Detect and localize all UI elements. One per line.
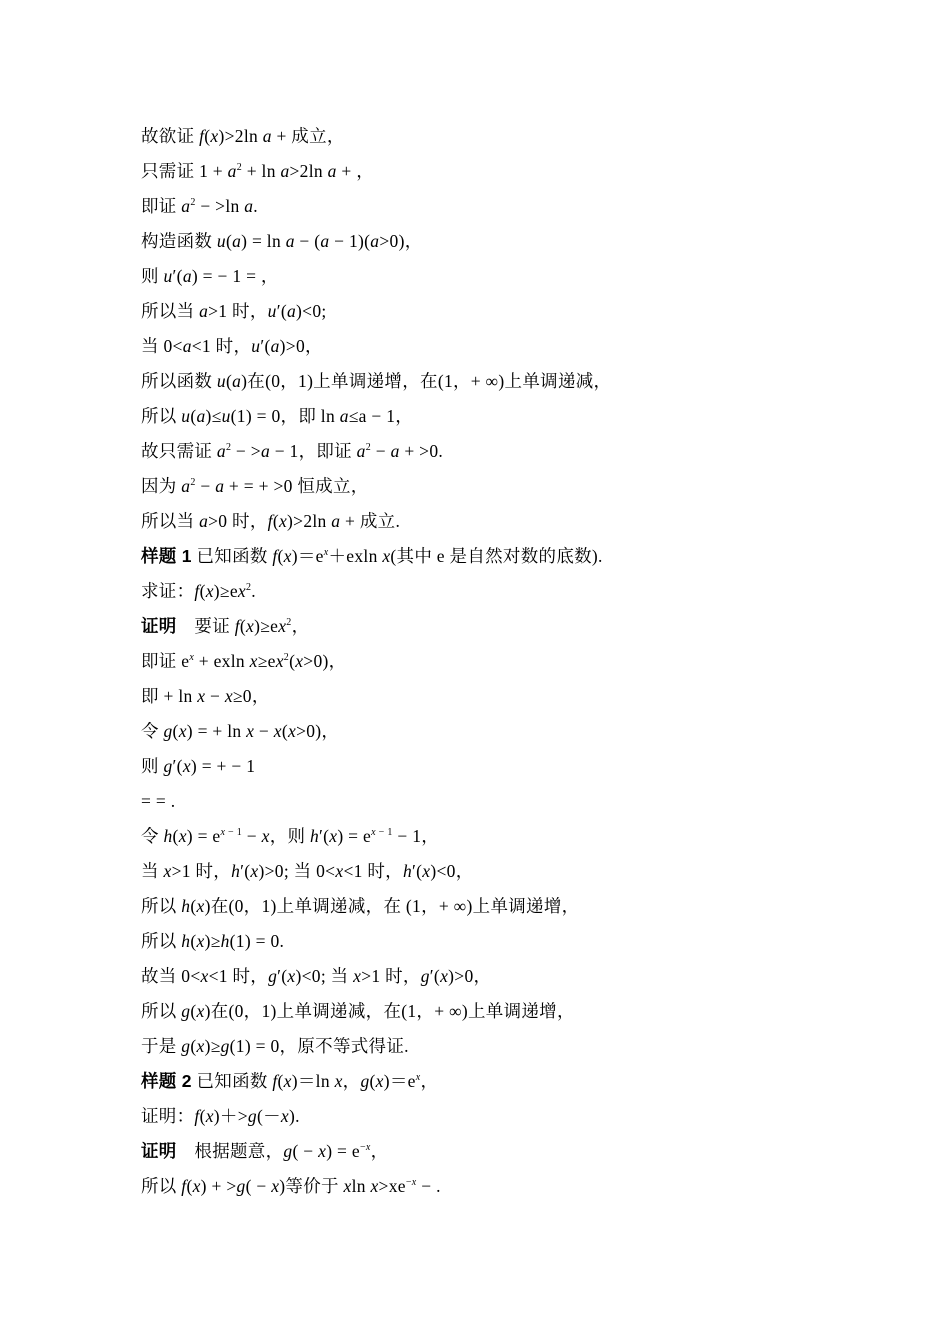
text-line: 当 x>1 时，h′(x)>0; 当 0<x<1 时，h′(x)<0， [141,861,474,881]
text-line: 构造函数 u(a) = ln a − (a − 1)(a>0)， [141,231,423,251]
text-line: 证明 要证 $f(x)\ge ex^2$， [141,616,310,636]
text-line: 当 0<a<1 时，u′(a)>0， [141,336,323,356]
text-line: 样题 2 已知函数 f(x)＝ln x，$g(x)=e^x$， [141,1071,439,1091]
text-line: 只需证 $1 + a^2 + \ln a>2\ln$ a + ， [141,161,375,181]
text-line: 则 u′(a) = − 1 = ， [141,266,279,286]
text-line: 令 $h(x) = e^{x - 1} - x$，则 $h'(x) = e^{x - 1} - 1$， [141,826,440,846]
text-line: 即 + ln x − x≥0， [141,686,270,706]
text-line: 所以函数 u(a)在(0，1)上单调递增，在(1，+ ∞)上单调递减， [141,371,612,391]
text-line: = = . [141,791,176,811]
text-line: 则 g′(x) = + − 1 [141,756,256,776]
text-line: 故欲证 f(x)>2ln a + 成立， [141,126,345,146]
text-line: 所以当 a>1 时，u′(a)<0; [141,301,327,321]
text-line: 所以 g(x)在(0，1)上单调递减，在(1，+ ∞)上单调递增， [141,1001,575,1021]
text-line: 即证 $e^x + exln$ $x\ge ex^2(x>0)$， [141,651,347,671]
text-line: 所以 u(a)≤u(1) = 0，即 ln a≤a − 1， [141,406,414,426]
text-line: 所以 f(x) + >g( − x)等价于 xln $x>xe^{-x}$ − . [141,1176,441,1196]
text-line: 于是 g(x)≥g(1) = 0，原不等式得证. [141,1036,409,1056]
text-line: 因为 $a^2 - a$ + = + >0 恒成立， [141,476,369,496]
text-line: 故当 0<x<1 时，g′(x)<0; 当 x>1 时，g′(x)>0， [141,966,492,986]
text-line: 令 g(x) = + ln x − x(x>0)， [141,721,340,741]
text-line: 样题 1 已知函数 $f(x)=e^x+exln$ x(其中 e 是自然对数的底数). [141,546,603,566]
text-line: 即证 $a^2 - >\ln$ a. [141,196,258,216]
text-line: 所以 h(x)在(0，1)上单调递减，在 (1，+ ∞)上单调递增， [141,896,580,916]
text-line: 证明 根据题意，$g( - x) = e^{-x}$， [141,1141,389,1161]
text-line: 所以当 a>0 时，f(x)>2ln a + 成立. [141,511,401,531]
text-line: 求证：$f(x)\ge ex^2$. [141,581,256,601]
text-line: 证明：f(x)＋>g(－x). [141,1106,300,1126]
text-line: 所以 h(x)≥h(1) = 0. [141,931,285,951]
text-line: 故只需证 $a^2 - >a - 1$，即证 $a^2 - a + >0$. [141,441,444,461]
